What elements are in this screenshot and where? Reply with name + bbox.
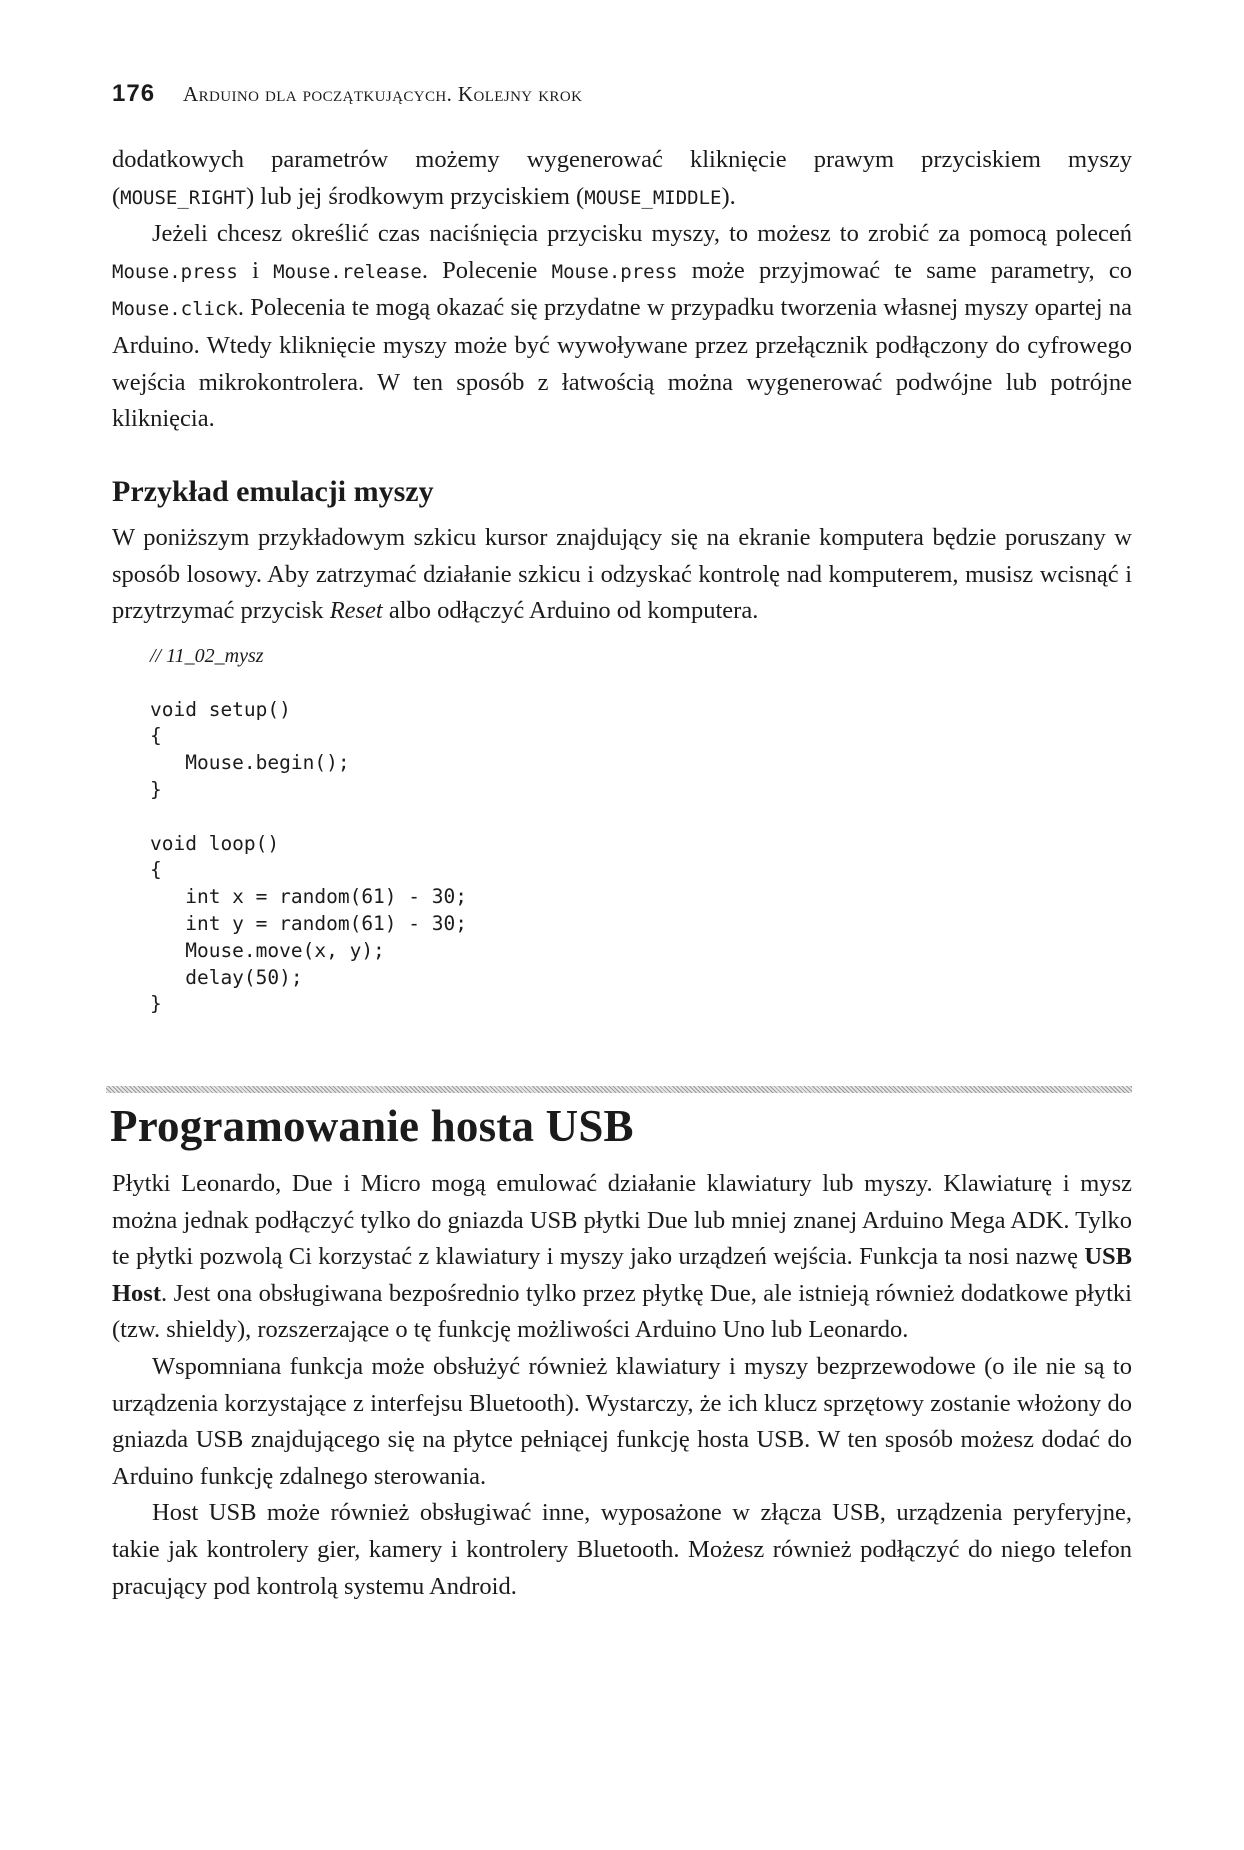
- code-line: void loop(): [150, 831, 280, 855]
- section-divider: [106, 1086, 1132, 1093]
- running-head: [112, 80, 582, 108]
- text-run: albo odłączyć Arduino od komputera.: [382, 597, 759, 625]
- code-line: Mouse.begin();: [185, 751, 350, 775]
- paragraph: Wspomniana funkcja może obsłużyć również klawiatury i myszy bezprzewodowe (o ile nie są to urządzenia korzystające z interfejsu Bluetooth). Wystarczy, że ich klucz sprzętowy zostanie włożony do gniazda USB znajdującego się na płytce pełniącej funkcję hosta USB. W ten sposób możesz dodać do Arduino funkcję zdalnego sterowania.: [112, 1352, 1132, 1490]
- book-title: Arduino dla początkujących. Kolejny krok: [183, 82, 583, 106]
- page-number: 176: [112, 80, 156, 107]
- example-text: [112, 520, 1132, 630]
- text-run: ) lub jej środkowym przyciskiem (: [246, 182, 585, 210]
- bold-term: USB Host: [112, 1243, 1132, 1307]
- code-line: {: [150, 724, 162, 748]
- text-run: i: [237, 256, 274, 284]
- paragraph: [112, 520, 1132, 630]
- italic-term: Reset: [329, 597, 383, 625]
- code-line: }: [150, 992, 162, 1016]
- code-line: int y = random(61) - 30;: [185, 911, 467, 935]
- intro-text: [112, 142, 1132, 438]
- code-line: {: [150, 858, 162, 882]
- inline-code: Mouse.press: [112, 260, 238, 283]
- code-line: }: [150, 777, 162, 801]
- code-line: void setup(): [150, 697, 291, 721]
- section-heading: Przykład emulacji myszy: [112, 475, 434, 508]
- chapter-section-heading: Programowanie hosta USB: [110, 1101, 634, 1151]
- inline-code: MOUSE_RIGHT: [120, 186, 247, 209]
- text-run: . Polecenia te mogą okazać się przydatne w przypadku tworzenia własnej myszy opartej na Arduino. Wtedy kliknięcie myszy może być wywoływane przez przełącznik podłączony do cyfrowego wejścia mikrokontrolera. W ten sposób z łatwością można wygenerować podwójne lub potrójne kliknięcia.: [112, 294, 1132, 433]
- code-lines: [150, 698, 467, 1016]
- inline-code: Mouse.release: [273, 260, 422, 283]
- code-line: Mouse.move(x, y);: [185, 938, 385, 962]
- text-run: ).: [721, 182, 736, 210]
- code-comment: // 11_02_mysz: [150, 645, 264, 667]
- inline-code: Mouse.click: [112, 298, 238, 321]
- text-run: . Jest ona obsługiwana bezpośrednio tylko przez płytkę Due, ale istnieją również dodatkowe płytki (tzw. shieldy), rozszerzające o tę funkcję możliwości Arduino Uno lub Leonardo.: [112, 1279, 1132, 1344]
- inline-code: MOUSE_MIDDLE: [584, 186, 722, 209]
- code-listing: [150, 643, 467, 1018]
- paragraph: [112, 216, 1132, 438]
- text-run: dodatkowych parametrów możemy wygenerować kliknięcie prawym przyciskiem myszy (: [112, 146, 1132, 210]
- text-run: . Polecenie: [421, 256, 552, 284]
- code-line: int x = random(61) - 30;: [185, 885, 467, 909]
- code-line: delay(50);: [185, 965, 303, 989]
- text-run: W poniższym przykładowym szkicu kursor znajdujący się na ekranie komputera będzie poruszany w sposób losowy. Aby zatrzymać działanie szkicu i odzyskać kontrolę nad komputerem, musisz wcisnąć i przytrzymać przycisk: [112, 524, 1132, 625]
- paragraph: [112, 1166, 1132, 1349]
- text-run: może przyjmować te same parametry, co: [677, 256, 1132, 284]
- inline-code: Mouse.press: [551, 260, 678, 283]
- text-run: Płytki Leonardo, Due i Micro mogą emulować działanie klawiatury lub myszy. Klawiaturę i mysz można jednak podłączyć tylko do gniazda USB płytki Due lub mniej znanej Arduino Mega ADK. Tylko te płytki pozwolą Ci korzystać z klawiatury i myszy jako urządzeń wejścia. Funkcja ta nosi nazwę: [112, 1170, 1132, 1271]
- paragraph: Host USB może również obsługiwać inne, wyposażone w złącza USB, urządzenia peryferyjne, takie jak kontrolery gier, kamery i kontrolery Bluetooth. Możesz również podłączyć do niego telefon pracujący pod kontrolą systemu Android.: [112, 1499, 1132, 1600]
- paragraph: [112, 142, 1132, 216]
- usb-host-text: [112, 1166, 1132, 1605]
- text-run: Jeżeli chcesz określić czas naciśnięcia przycisku myszy, to możesz to zrobić za pomocą poleceń: [152, 220, 1132, 248]
